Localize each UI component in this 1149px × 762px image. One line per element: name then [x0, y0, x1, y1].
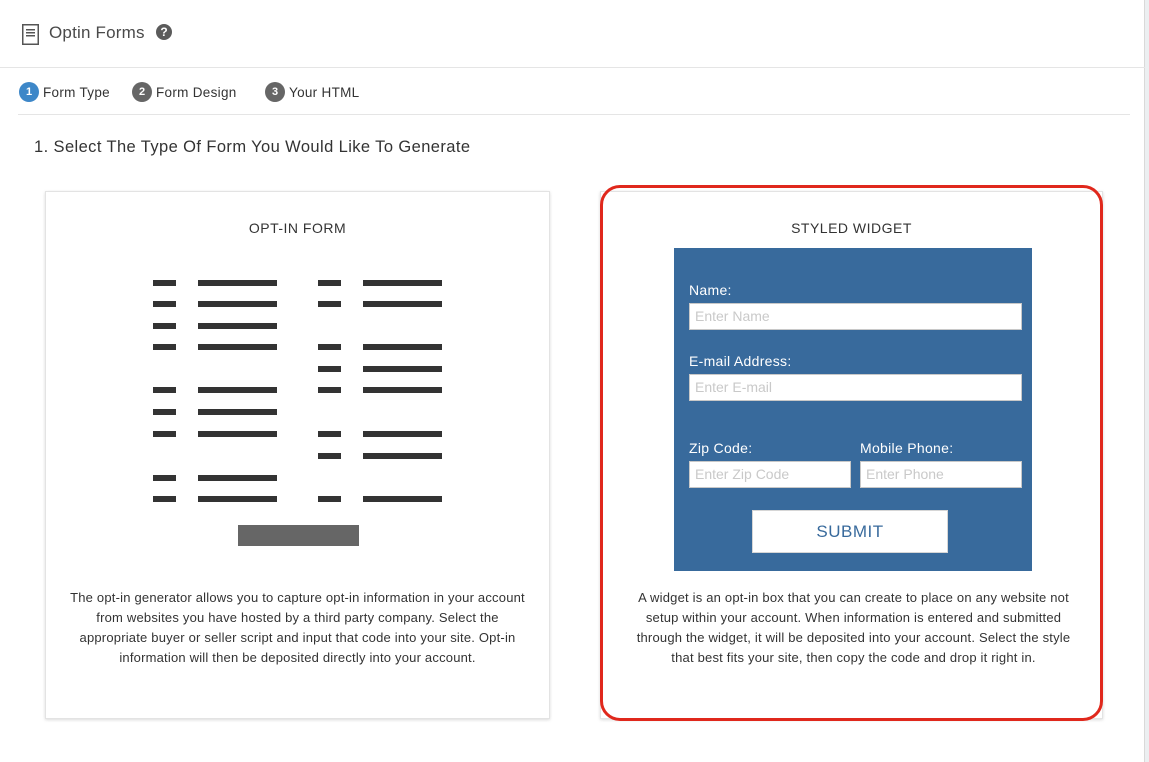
name-label: Name:: [689, 282, 732, 298]
illustration-line: [363, 496, 442, 502]
step-label: Form Type: [43, 84, 110, 100]
illustration-line: [153, 475, 176, 481]
illustration-line: [198, 496, 277, 502]
step-label: Form Design: [156, 84, 237, 100]
zip-input[interactable]: Enter Zip Code: [689, 461, 851, 488]
divider: [18, 114, 1130, 115]
page-title: Optin Forms: [49, 23, 145, 42]
illustration-line: [198, 387, 277, 393]
section-heading: 1. Select The Type Of Form You Would Like To Generate: [34, 138, 471, 156]
illustration-line: [198, 431, 277, 437]
illustration-line: [198, 280, 277, 286]
illustration-line: [363, 453, 442, 459]
page-header: [0, 0, 1145, 68]
card-description: The opt-in generator allows you to capture opt-in information in your account from websites you have hosted by a third party company. Select the appropriate buyer or seller script and input that code into your site. Opt-in information will then be deposited directly into your account.: [70, 590, 525, 665]
step-your-html[interactable]: [265, 82, 359, 102]
illustration-line: [318, 387, 341, 393]
card-title: STYLED WIDGET: [791, 220, 912, 236]
illustration-line: [363, 301, 442, 307]
submit-button[interactable]: SUBMIT: [752, 510, 948, 553]
illustration-line: [198, 301, 277, 307]
illustration-line: [198, 323, 277, 329]
illustration-line: [318, 453, 341, 459]
step-label: Your HTML: [289, 84, 360, 100]
illustration-line: [153, 344, 176, 350]
step-number: 3: [265, 82, 285, 102]
email-label: E-mail Address:: [689, 353, 792, 369]
illustration-line: [153, 496, 176, 502]
illustration-line: [318, 344, 341, 350]
illustration-line: [198, 475, 277, 481]
phone-input[interactable]: Enter Phone: [860, 461, 1022, 488]
help-icon[interactable]: ?: [156, 24, 172, 40]
name-input[interactable]: Enter Name: [689, 303, 1022, 330]
card-title: OPT-IN FORM: [248, 220, 347, 236]
illustration-line: [153, 323, 176, 329]
illustration-line: [318, 366, 341, 372]
email-input[interactable]: Enter E-mail: [689, 374, 1022, 401]
illustration-line: [318, 431, 341, 437]
illustration-line: [318, 496, 341, 502]
illustration-line: [198, 344, 277, 350]
illustration-line: [363, 366, 442, 372]
widget-preview: [674, 248, 1032, 571]
step-form-design[interactable]: [132, 82, 237, 102]
step-form-type[interactable]: [19, 82, 110, 102]
illustration-line: [318, 301, 341, 307]
styled-widget-card[interactable]: [600, 191, 1103, 719]
illustration-line: [363, 431, 442, 437]
optin-form-card[interactable]: [45, 191, 550, 719]
illustration-line: [363, 344, 442, 350]
card-description: A widget is an opt-in box that you can create to place on any website not setup within your account. When information is entered and submitted through the widget, it will be deposited into your account. Select the style that best fits your site, then copy the code and drop it right in.: [636, 590, 1071, 665]
illustration-line: [318, 280, 341, 286]
illustration-line: [153, 409, 176, 415]
illustration-line: [153, 280, 176, 286]
step-number: 2: [132, 82, 152, 102]
illustration-line: [363, 387, 442, 393]
illustration-line: [198, 409, 277, 415]
illustration-submit-bar: [238, 525, 359, 546]
illustration-line: [153, 301, 176, 307]
illustration-line: [363, 280, 442, 286]
illustration-line: [153, 431, 176, 437]
step-number: 1: [19, 82, 39, 102]
phone-label: Mobile Phone:: [860, 440, 954, 456]
document-icon: [22, 24, 39, 45]
zip-label: Zip Code:: [689, 440, 753, 456]
illustration-line: [153, 387, 176, 393]
